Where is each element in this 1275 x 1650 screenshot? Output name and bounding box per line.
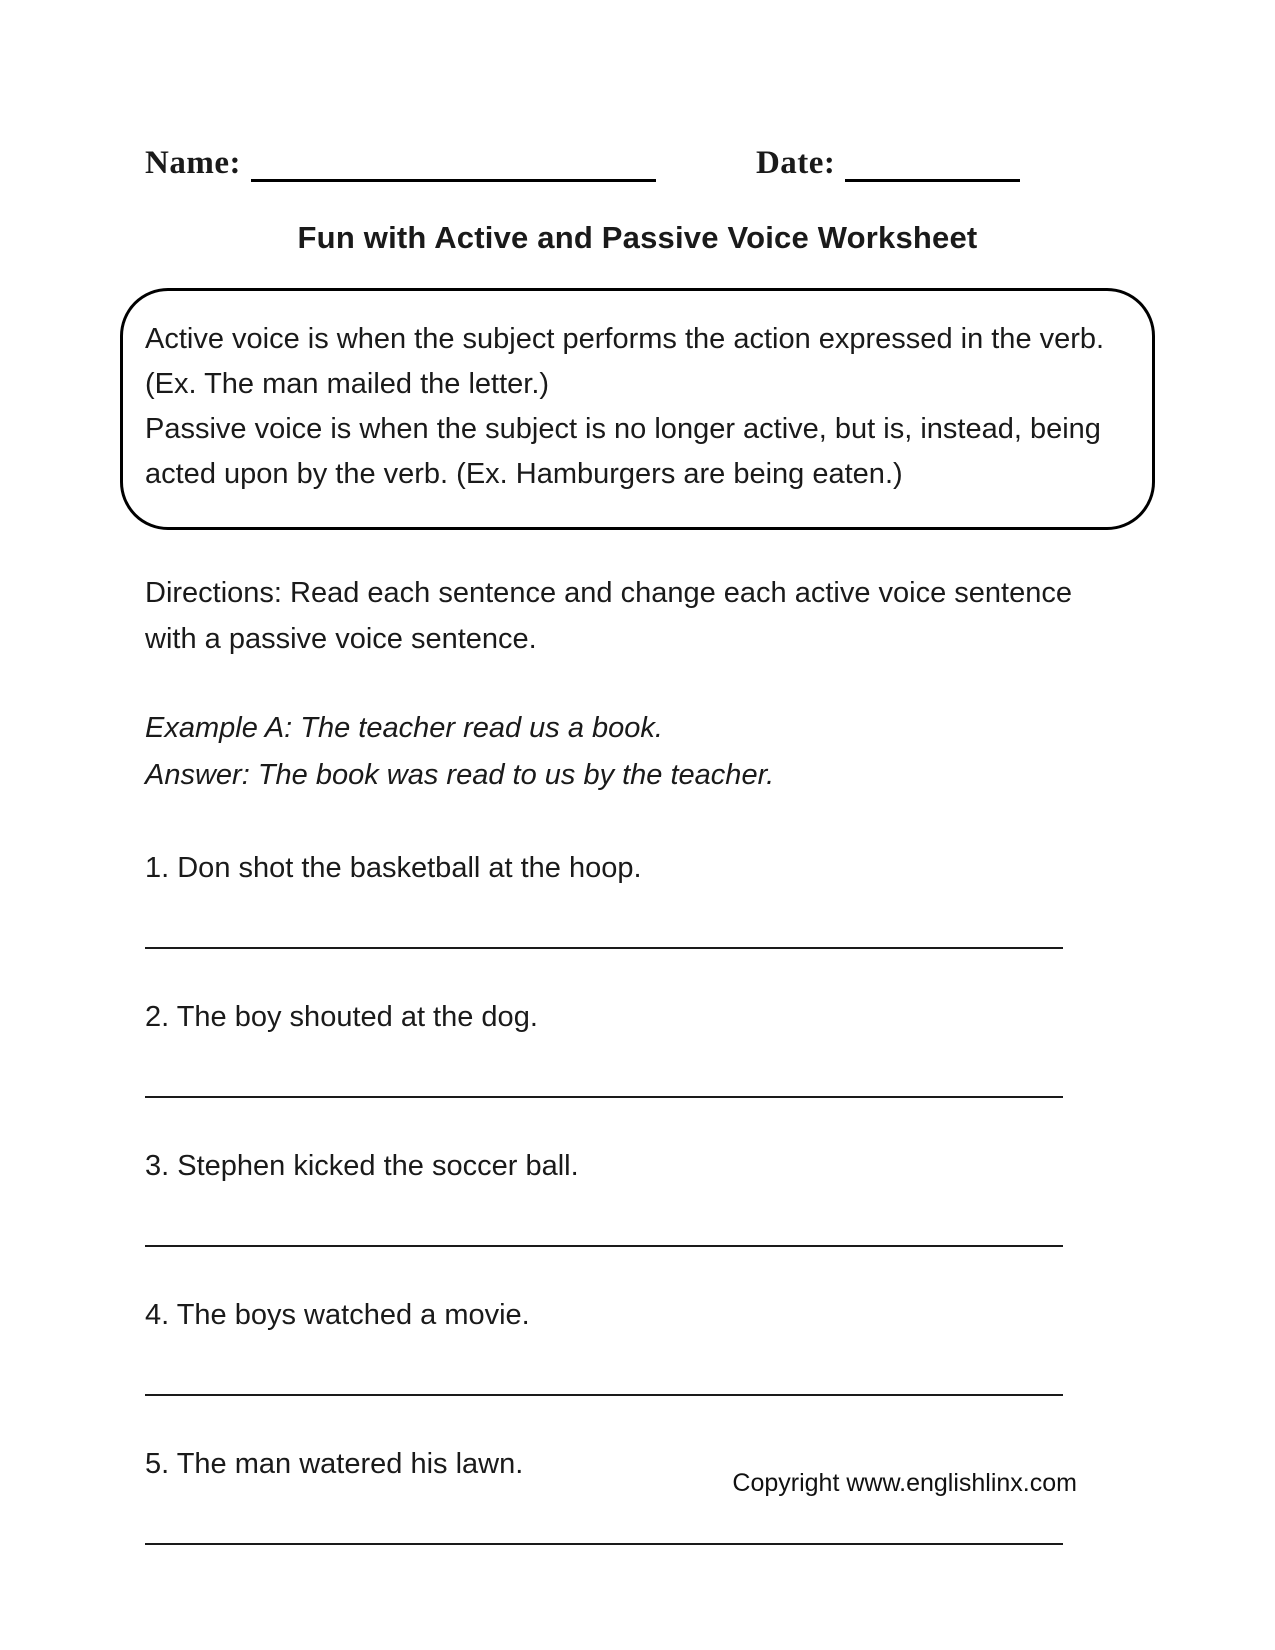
name-blank-line — [251, 146, 656, 182]
definition-box — [120, 288, 1155, 530]
page-title: Fun with Active and Passive Voice Worksheet — [297, 220, 978, 255]
questions-list — [145, 852, 1130, 1545]
name-label: Name: — [145, 145, 241, 181]
example-sentence: Example A: The teacher read us a book. — [145, 711, 663, 744]
active-voice-definition: Active voice is when the subject performs the action expressed in the verb. (Ex. The man mailed the letter.) — [145, 323, 1105, 400]
copyright-text: Copyright www.englishlinx.com — [732, 1469, 1077, 1497]
header-row — [0, 0, 1275, 182]
answer-blank-line — [145, 1245, 1063, 1247]
answer-blank-line — [145, 1394, 1063, 1396]
answer-blank-line — [145, 947, 1063, 949]
passive-voice-definition: Passive voice is when the subject is no longer active, but is, instead, being acted upon by the verb. (Ex. Hamburgers are being eaten.) — [145, 412, 1101, 490]
example-answer: Answer: The book was read to us by the teacher. — [145, 759, 775, 792]
directions-text: Directions: Read each sentence and change each active voice sentence with a passive voice sentence. — [145, 576, 1072, 656]
answer-blank-line — [145, 1096, 1063, 1098]
date-label: Date: — [755, 145, 836, 181]
question-item: 1. Don shot the basketball at the hoop. — [145, 852, 642, 885]
answer-blank-line — [145, 1543, 1063, 1545]
date-blank-line — [845, 146, 1020, 182]
examples-block — [145, 705, 1130, 801]
question-item: 3. Stephen kicked the soccer ball. — [145, 1150, 579, 1183]
question-item: 5. The man watered his lawn. — [145, 1448, 524, 1481]
question-item: 4. The boys watched a movie. — [145, 1299, 530, 1332]
question-item: 2. The boy shouted at the dog. — [145, 1001, 538, 1034]
